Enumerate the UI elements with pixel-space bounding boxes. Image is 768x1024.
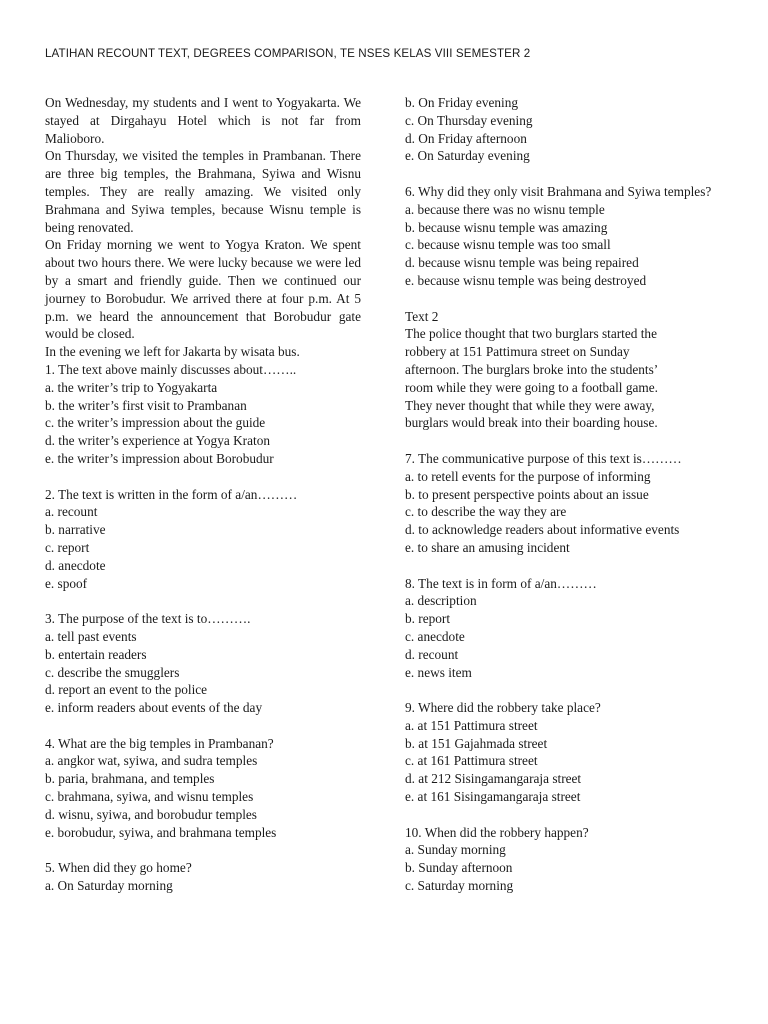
question-1 (45, 361, 361, 468)
answer-option: c. describe the smugglers (45, 664, 180, 680)
question-6 (405, 183, 730, 290)
question-text: 4. What are the big temples in Prambanan? (45, 735, 274, 751)
answer-option: c. to describe the way they are (405, 504, 567, 520)
question-text: 10. When did the robbery happen? (405, 824, 589, 840)
answer-option: c. because wisnu temple was too small (405, 237, 611, 253)
question-text: 8. The text is in form of a/an……… (405, 575, 597, 591)
question-3 (45, 610, 361, 717)
question-text: 3. The purpose of the text is to………. (45, 611, 251, 627)
text-1-paragraph: On Wednesday, my students and I went to Yogyakarta. We stayed at Dirgahayu Hotel which is not far from Malioboro. (45, 95, 361, 146)
answer-option: b. the writer’s first visit to Prambanan (45, 397, 247, 413)
question-text: 6. Why did they only visit Brahmana and Syiwa temples? (405, 183, 712, 199)
answer-option: d. at 212 Sisingamangaraja street (405, 771, 582, 787)
question-9 (405, 699, 730, 806)
answer-option: a. Sunday morning (405, 842, 506, 858)
text-2-line: room while they were going to a football game. (405, 379, 658, 395)
text-2-line: robbery at 151 Pattimura street on Sunday (405, 344, 630, 360)
answer-option: e. spoof (45, 575, 88, 591)
text-2-heading: Text 2 (405, 308, 439, 324)
answer-option: a. angkor wat, syiwa, and sudra temples (45, 753, 258, 769)
answer-option: d. anecdote (45, 557, 106, 573)
question-8 (405, 575, 730, 682)
answer-option: d. recount (405, 646, 459, 662)
answer-option: e. at 161 Sisingamangaraja street (405, 789, 581, 805)
answer-option: b. On Friday evening (405, 95, 519, 110)
answer-option: c. report (45, 539, 90, 555)
answer-option: b. to present perspective points about an issue (405, 486, 649, 502)
answer-option: e. borobudur, syiwa, and brahmana temples (45, 824, 277, 840)
text-2 (405, 308, 730, 433)
question-text: 7. The communicative purpose of this text is……… (405, 450, 682, 466)
answer-option: b. because wisnu temple was amazing (405, 219, 608, 235)
answer-option: b. entertain readers (45, 646, 147, 662)
text-1-paragraph: In the evening we left for Jakarta by wisata bus. (45, 344, 300, 360)
answer-option: e. the writer’s impression about Borobudur (45, 450, 274, 466)
answer-option: a. at 151 Pattimura street (405, 717, 538, 733)
answer-option: d. because wisnu temple was being repaired (405, 255, 639, 271)
answer-option: c. anecdote (405, 628, 465, 644)
answer-option: c. the writer’s impression about the guide (45, 415, 266, 431)
text-2-line: They never thought that while they were away, (405, 397, 655, 413)
answer-option: a. On Saturday morning (45, 878, 173, 894)
answer-option: d. wisnu, syiwa, and borobudur temples (45, 806, 257, 822)
answer-option: d. report an event to the police (45, 682, 208, 698)
question-7 (405, 450, 730, 557)
answer-option: a. because there was no wisnu temple (405, 201, 605, 217)
question-text: 9. Where did the robbery take place? (405, 700, 601, 716)
answer-option: b. narrative (45, 522, 106, 538)
answer-option: c. On Thursday evening (405, 112, 533, 128)
answer-option: a. tell past events (45, 628, 137, 644)
text-2-line: afternoon. The burglars broke into the students’ (405, 361, 659, 377)
answer-option: b. Sunday afternoon (405, 860, 513, 876)
answer-option: e. On Saturday evening (405, 148, 530, 164)
question-5 (45, 859, 361, 895)
question-10 (405, 824, 730, 895)
answer-option: a. description (405, 593, 477, 609)
answer-option: c. brahmana, syiwa, and wisnu temples (45, 789, 254, 805)
answer-option: d. On Friday afternoon (405, 130, 527, 146)
answer-option: b. at 151 Gajahmada street (405, 735, 548, 751)
question-2 (45, 486, 361, 593)
left-column (45, 94, 361, 895)
question-text: 2. The text is written in the form of a/an……… (45, 486, 298, 502)
answer-option: c. Saturday morning (405, 878, 514, 894)
answer-option: a. the writer’s trip to Yogyakarta (45, 379, 218, 395)
answer-option: c. at 161 Pattimura street (405, 753, 538, 769)
right-column (405, 94, 730, 895)
answer-option: b. report (405, 611, 451, 627)
text-1-paragraph: On Friday morning we went to Yogya Kraton. We spent about two hours there. We were lucky because we were led by a smart and friendly guide. Then we continued our journey to Borobudur. We arrived there at four p.m. At 5 p.m. we heard the announcement that Borobudur gate would be closed. (45, 237, 361, 342)
answer-option: d. the writer’s experience at Yogya Kraton (45, 433, 270, 449)
text-2-line: burglars would break into their boarding house. (405, 415, 658, 431)
text-1-paragraph: On Thursday, we visited the temples in Prambanan. There are three big temples, the Brahmana, Syiwa and Wisnu temples. They are really amazing. We visited only Brahmana and Syiwa temples, because Wisnu temple is being renovated. (45, 148, 361, 235)
question-4 (45, 735, 361, 842)
answer-option: e. to share an amusing incident (405, 539, 570, 555)
page-title: LATIHAN RECOUNT TEXT, DEGREES COMPARISON, TE NSES KELAS VIII SEMESTER 2 (45, 47, 531, 60)
text-2-line: The police thought that two burglars started the (405, 326, 657, 342)
answer-option: d. to acknowledge readers about informative events (405, 522, 680, 538)
question-text: 5. When did they go home? (45, 860, 192, 876)
text-1 (45, 94, 361, 361)
answer-option: b. paria, brahmana, and temples (45, 771, 215, 787)
answer-option: e. news item (405, 664, 472, 680)
question-5-continued (405, 94, 730, 165)
answer-option: e. because wisnu temple was being destroyed (405, 272, 647, 288)
answer-option: a. recount (45, 504, 98, 520)
answer-option: a. to retell events for the purpose of informing (405, 468, 651, 484)
answer-option: e. inform readers about events of the day (45, 700, 263, 716)
question-text: 1. The text above mainly discusses about…….. (45, 361, 297, 377)
